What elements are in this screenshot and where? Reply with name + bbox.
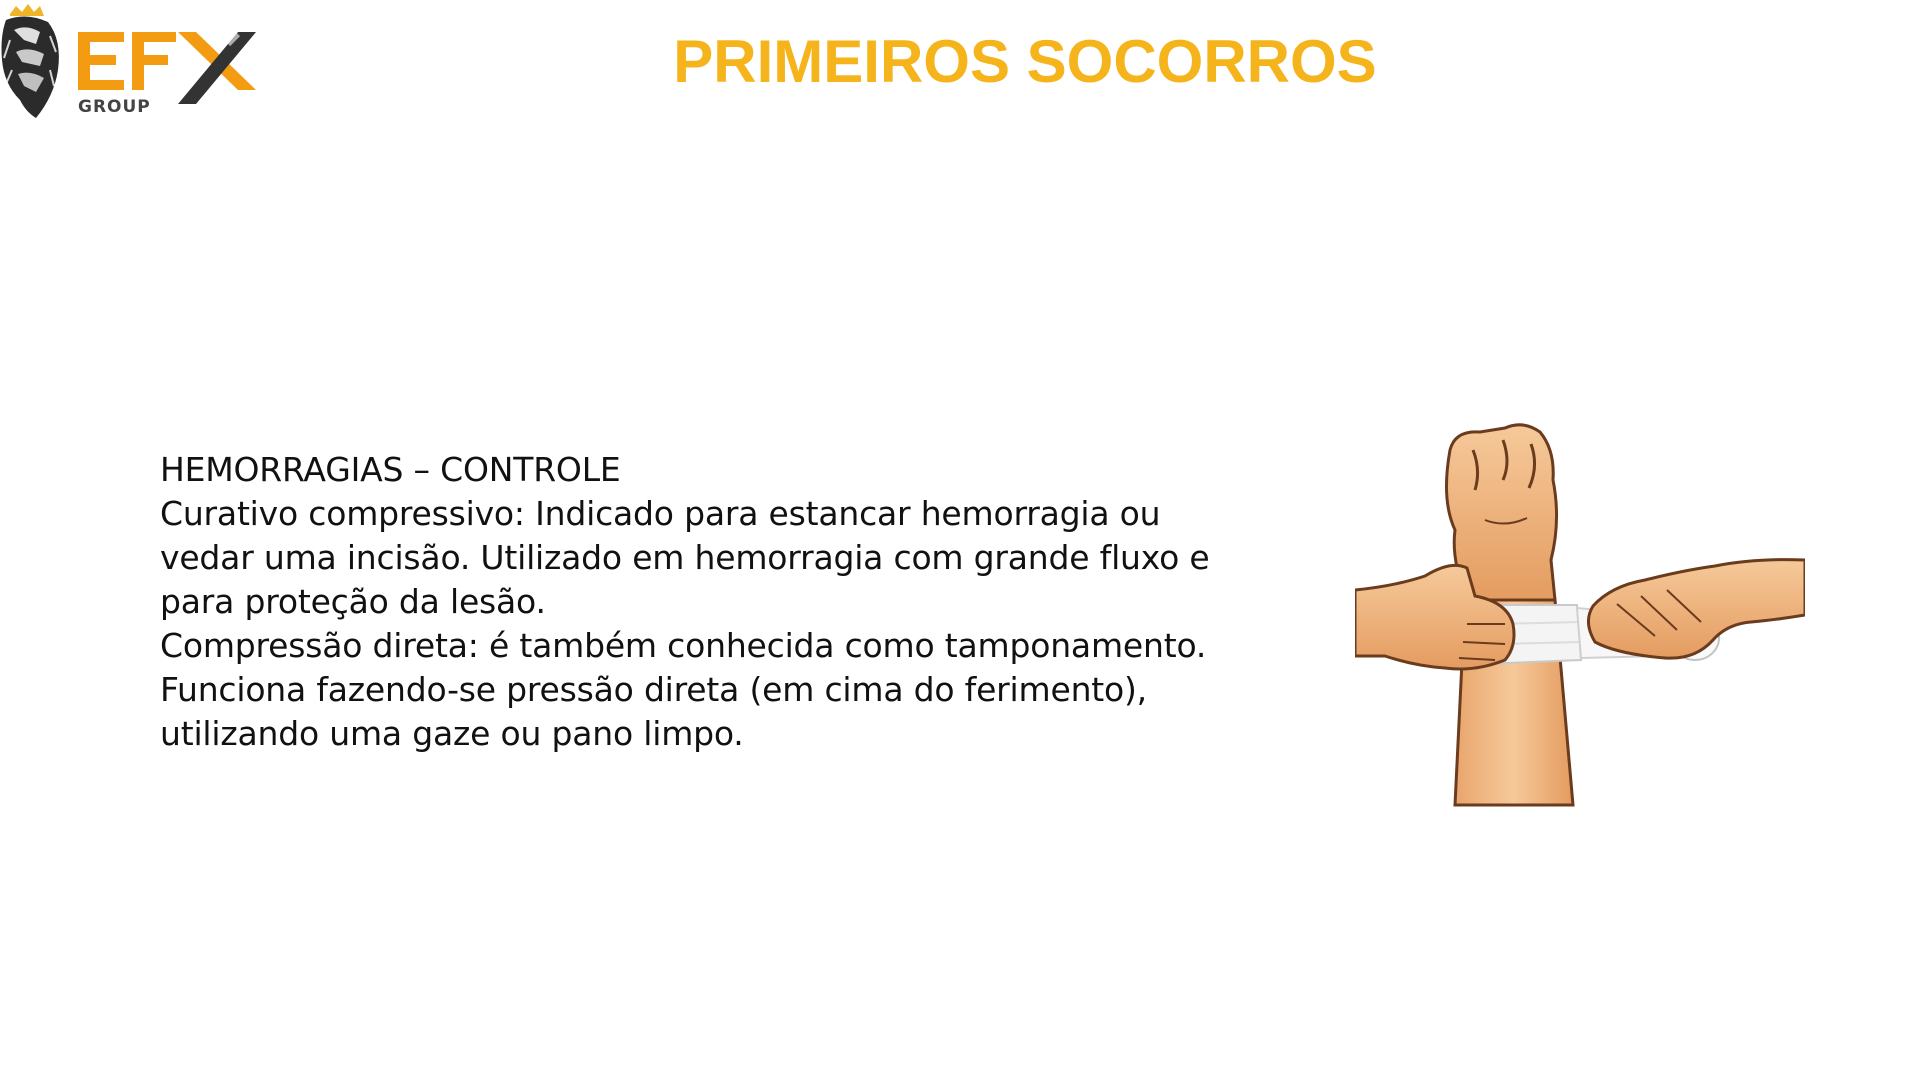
- content-line: vedar uma incisão. Utilizado em hemorragia com grande fluxo e: [160, 538, 1210, 577]
- slide-content: [160, 448, 1360, 756]
- lion-crown-icon: [2, 4, 59, 118]
- page-title: PRIMEIROS SOCORROS: [673, 28, 1377, 95]
- bandaging-wrist-illustration: [1355, 410, 1805, 810]
- logo-subtext: GROUP: [78, 97, 151, 117]
- content-line: Funciona fazendo-se pressão direta (em cima do ferimento),: [160, 670, 1147, 709]
- content-line: Compressão direta: é também conhecida como tamponamento.: [160, 626, 1207, 665]
- content-line: utilizando uma gaze ou pano limpo.: [160, 714, 744, 753]
- content-line: Curativo compressivo: Indicado para estancar hemorragia ou: [160, 494, 1161, 533]
- efx-group-logo: [0, 0, 260, 125]
- section-heading: HEMORRAGIAS – CONTROLE: [160, 450, 621, 489]
- content-line: para proteção da lesão.: [160, 582, 546, 621]
